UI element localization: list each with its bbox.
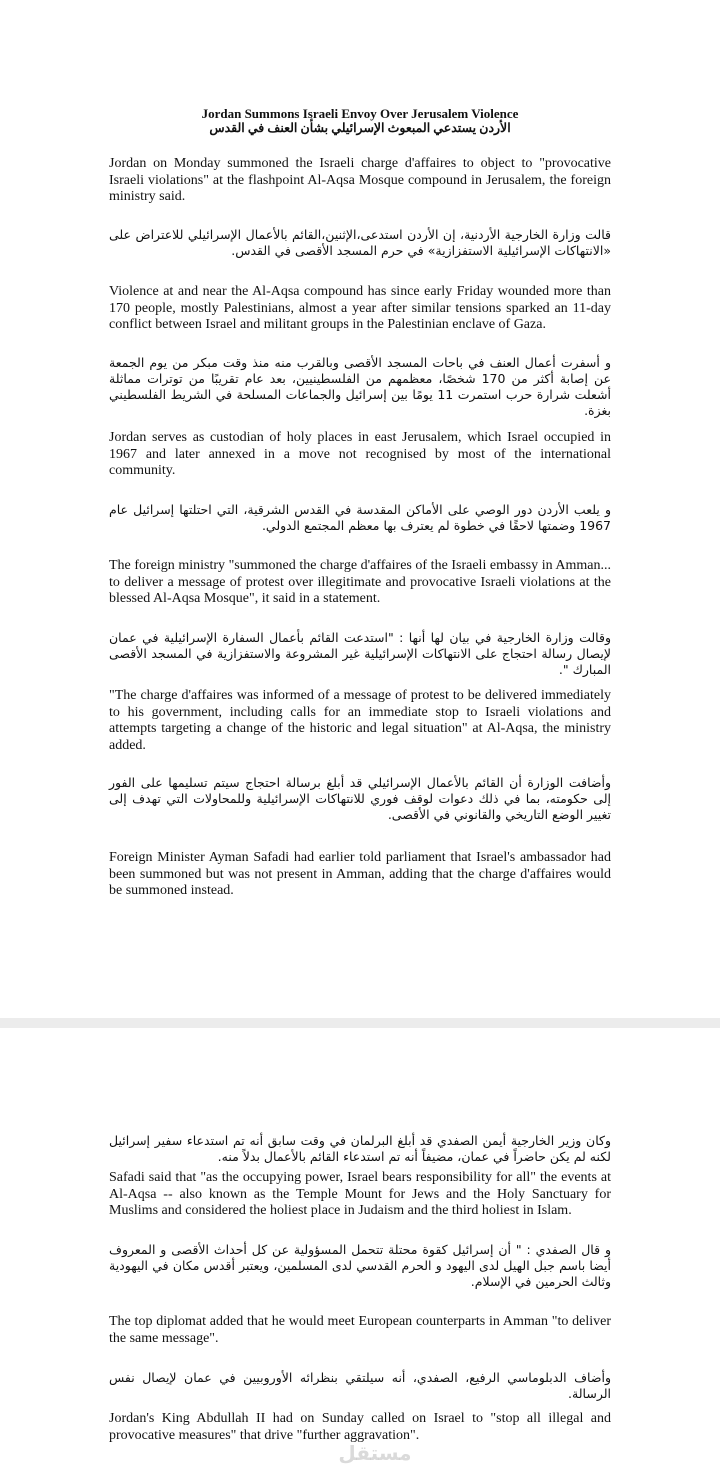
paragraph-8-arabic: وأضاف الدبلوماسي الرفيع، الصفدي، أنه سيلتقي بنظرائه الأوروبيين في عمان لإيصال نفس الرسالة. bbox=[109, 1370, 611, 1401]
page-separator bbox=[0, 1018, 720, 1028]
paragraph-8-english: The top diplomat added that he would meet European counterparts in Amman "to deliver the same message". bbox=[109, 1314, 611, 1346]
title-block bbox=[109, 106, 611, 136]
paragraph-6-english: Foreign Minister Ayman Safadi had earlier told parliament that Israel's ambassador had been summoned but was not present in Amman, adding that the charge d'affaires would be summoned instead. bbox=[109, 850, 611, 898]
paragraph-3-english: Jordan serves as custodian of holy places in east Jerusalem, which Israel occupied in 1967 and later annexed in a move not recognised by most of the international community. bbox=[109, 430, 611, 478]
paragraph-2-arabic: و أسفرت أعمال العنف في باحات المسجد الأقصى وبالقرب منه منذ وقت مبكر من يوم الجمعة عن إصابة أكثر من 170 شخصًا، معظمهم من الفلسطينيين، بعد عام تقريبًا من توترات مماثلة أشعلت شرارة حرب استمرت 11 يومًا بين إسرائيل والجماعات المسلحة في الشريط الفلسطيني بغزة. bbox=[109, 355, 611, 418]
paragraph-2-english: Violence at and near the Al-Aqsa compound has since early Friday wounded more than 170 people, mostly Palestinians, almost a year after similar tensions sparked an 11-day conflict between Israel and militant groups in the Palestinian enclave of Gaza. bbox=[109, 284, 611, 332]
paragraph-1-english: Jordan on Monday summoned the Israeli charge d'affaires to object to "provocative Israeli violations" at the flashpoint Al-Aqsa Mosque compound in Jerusalem, the foreign ministry said. bbox=[109, 156, 611, 204]
watermark-logo: مستقل bbox=[338, 1441, 412, 1465]
paragraph-7-arabic: و قال الصفدي : " أن إسرائيل كقوة محتلة تتحمل المسؤولية عن كل أحداث الأقصى و المعروف أيضا باسم جبل الهيل لدى اليهود و الحرم القدسي لدى المسلمين، ويعتبر أقدس مكان في اليهودية وثالث الحرمين في الإسلام. bbox=[109, 1242, 611, 1289]
paragraph-9-english: Jordan's King Abdullah II had on Sunday called on Israel to "stop all illegal and provocative measures" that drive "further aggravation". bbox=[109, 1411, 611, 1443]
paragraph-3-arabic: و يلعب الأردن دور الوصي على الأماكن المقدسة في القدس الشرقية، التي احتلتها إسرائيل عام 1967 وضمتها لاحقًا في خطوة لم يعترف بها معظم المجتمع الدولي. bbox=[109, 502, 611, 533]
title-english: Jordan Summons Israeli Envoy Over Jerusalem Violence bbox=[201, 106, 519, 121]
paragraph-4-arabic: وقالت وزارة الخارجية في بيان لها أنها : "استدعت القائم بأعمال السفارة الإسرائيلية في عمان لإيصال رسالة احتجاج على الانتهاكات الإسرائيلية غير المشروعة والاستفزازية في المسجد الأقصى المبارك ". bbox=[109, 630, 611, 677]
title-arabic: الأردن يستدعي المبعوث الإسرائيلي بشأن العنف في القدس bbox=[209, 121, 511, 135]
paragraph-4-english: The foreign ministry "summoned the charge d'affaires of the Israeli embassy in Amman... to deliver a message of protest over illegitimate and provocative Israeli violations at the blessed Al-Aqsa Mosque", it said in a statement. bbox=[109, 558, 611, 606]
paragraph-5-english: "The charge d'affaires was informed of a message of protest to be delivered immediately to his government, including calls for an immediate stop to Israeli violations and attempts targeting a change of the historic and legal situation" at Al-Aqsa, the ministry added. bbox=[109, 688, 611, 753]
paragraph-7-english: Safadi said that "as the occupying power, Israel bears responsibility for all" the events at Al-Aqsa -- also known as the Temple Mount for Jews and the Holy Sanctuary for Muslims and considered the holiest place in Judaism and the third holiest in Islam. bbox=[109, 1170, 611, 1218]
paragraph-6-arabic: وكان وزير الخارجية أيمن الصفدي قد أبلغ البرلمان في وقت سابق أنه تم استدعاء سفير إسرائيل لكنه لم يكن حاضراً في عمان، مضيفاً أنه تم استدعاء القائم بالأعمال بدلاً منه. bbox=[109, 1133, 611, 1164]
paragraph-5-arabic: وأضافت الوزارة أن القائم بالأعمال الإسرائيلي قد أبلغ برسالة احتجاج سيتم تسليمها على الفور إلى حكومته، بما في ذلك دعوات لوقف فوري للانتهاكات الإسرائيلية وللمحاولات التي تهدف إلى تغيير الوضع التاريخي والقانوني في الأقصى. bbox=[109, 775, 611, 822]
paragraph-1-arabic: قالت وزارة الخارجية الأردنية، إن الأردن استدعى،الإثنين،القائم بالأعمال الإسرائيلي للاعتراض على «الانتهاكات الإسرائيلية الاستفزازية» في حرم المسجد الأقصى في القدس. bbox=[109, 227, 611, 258]
document-page-2 bbox=[0, 1028, 720, 1471]
